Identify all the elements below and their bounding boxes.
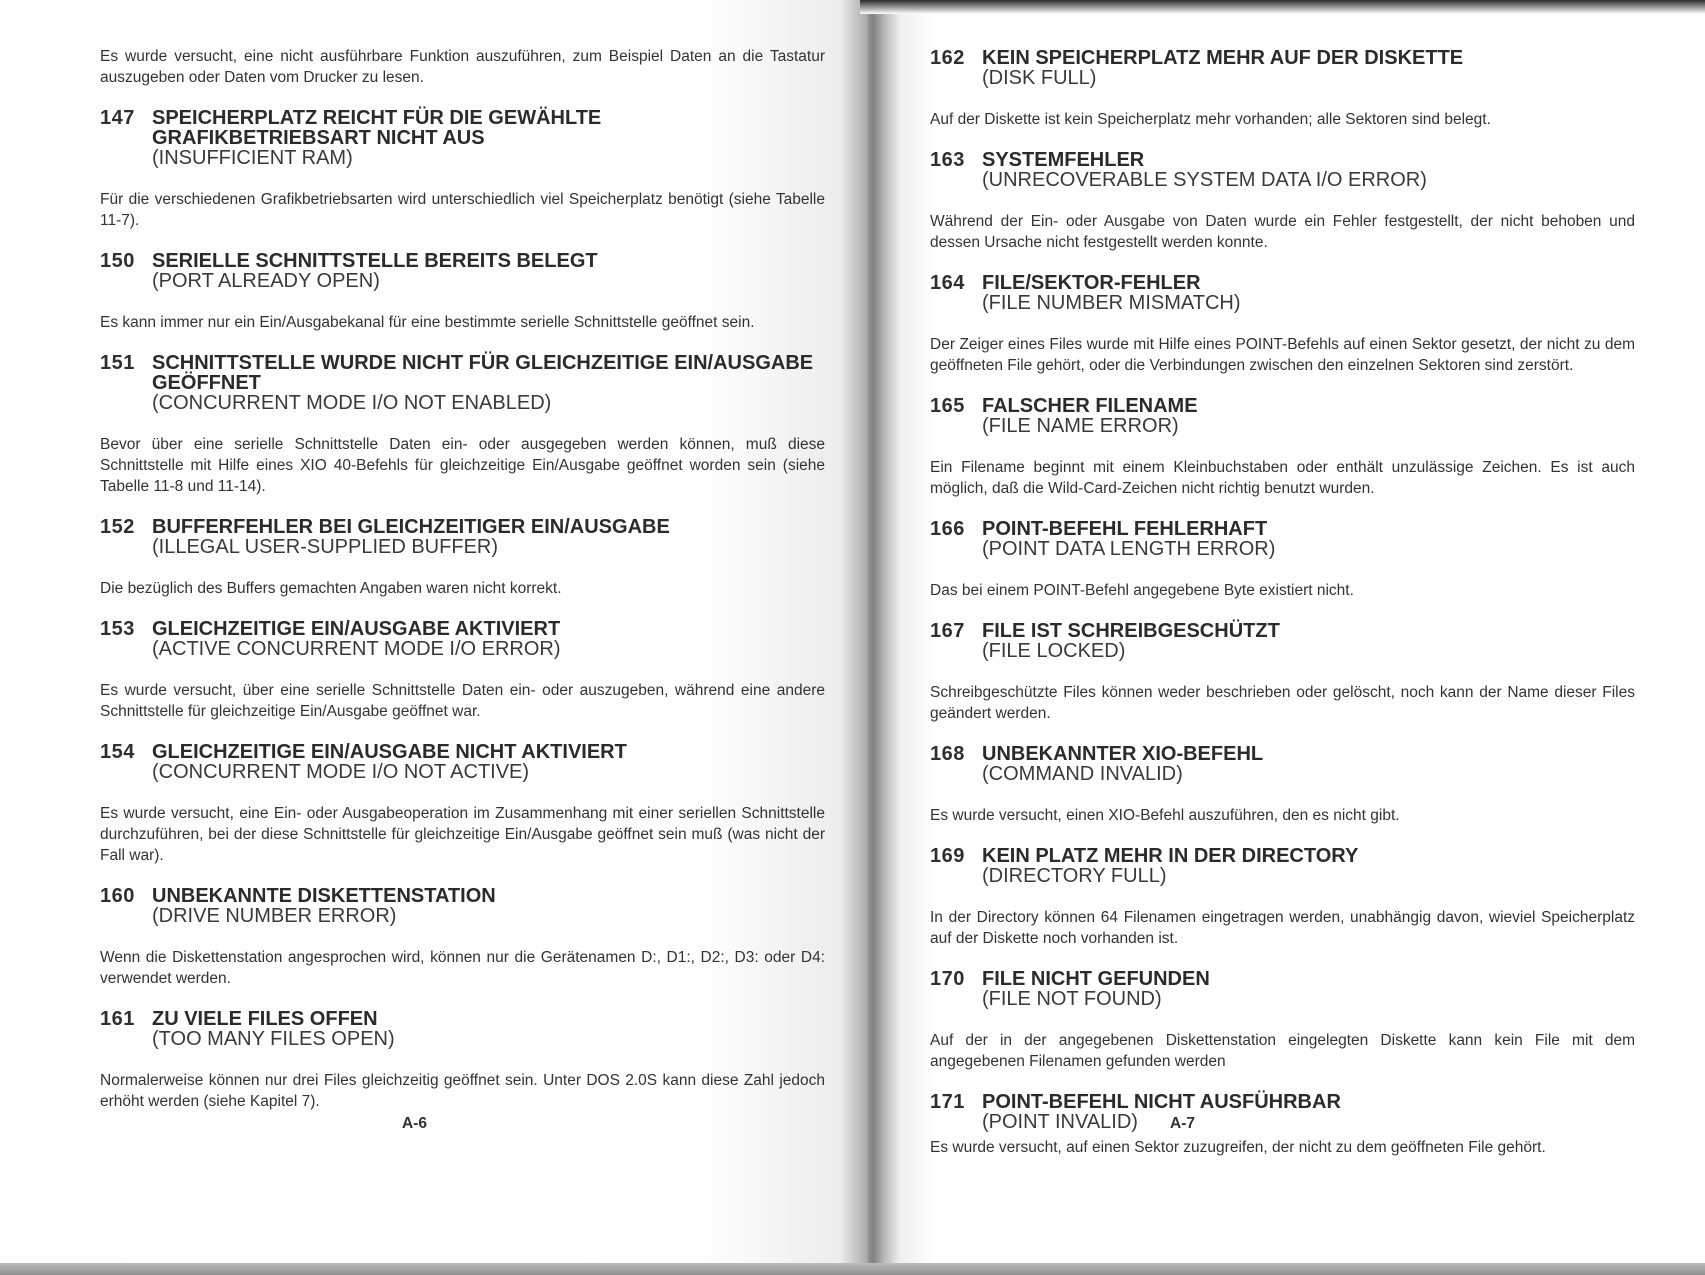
error-description: Ein Filename beginnt mit einem Kleinbuchstaben oder enthält unzulässige Zeichen. Es ist auch möglich, daß die Wild-Card-Zeichen nicht richtig benutzt wurden.: [930, 459, 1635, 497]
error-entry: [100, 251, 825, 333]
error-titles: [152, 353, 825, 414]
error-description: Es wurde versucht, eine Ein- oder Ausgabeoperation im Zusammenhang mit einer seriellen Schnittstelle durchzuführen, bei der diese Schnittstelle für gleichzeitige Ein/Ausgabe geöffnet sein muß (was nicht der Fall war).: [100, 805, 825, 864]
error-title-english: (DIRECTORY FULL): [982, 865, 1167, 887]
error-description: Das bei einem POINT-Befehl angegebene Byte existiert nicht.: [930, 582, 1354, 599]
error-heading: [100, 742, 825, 783]
error-code: 152: [100, 516, 135, 538]
error-description: Schreibgeschützte Files können weder beschrieben oder gelöscht, noch kann der Name dieser Files geändert werden.: [930, 684, 1635, 722]
error-entry: [930, 744, 1635, 826]
error-title-english: (DRIVE NUMBER ERROR): [152, 905, 397, 927]
error-title-german: SCHNITTSTELLE WURDE NICHT FÜR GLEICHZEITIGE EIN/AUSGABE GEÖFFNET: [152, 352, 814, 394]
error-entry: [930, 48, 1635, 130]
error-description: Auf der in der angegebenen Diskettenstation eingelegten Diskette kann kein File mit dem angegebenen Filenamen gefunden werden: [930, 1032, 1635, 1070]
error-title-german: FALSCHER FILENAME: [982, 395, 1198, 417]
error-entry: [100, 886, 825, 989]
page-bottom-edge: [0, 1263, 1705, 1275]
error-description: Bevor über eine serielle Schnittstelle Daten ein- oder ausgegeben werden können, muß diese Schnittstelle mit Hilfe eines XIO 40-Befehls für gleichzeitige Ein/Ausgabe geöffnet worden sein (siehe Tabelle 11-8 und 11-14).: [100, 436, 825, 495]
error-title-english: (PORT ALREADY OPEN): [152, 270, 380, 292]
error-description: Es wurde versucht, auf einen Sektor zuzugreifen, der nicht zu dem geöffneten File gehört.: [930, 1139, 1546, 1156]
left-page-content: [100, 46, 825, 1112]
error-code: 154: [100, 741, 135, 763]
error-code: 167: [930, 620, 965, 642]
error-title-english: (POINT INVALID): [982, 1111, 1138, 1133]
error-titles: [982, 846, 1635, 887]
error-title-german: FILE/SEKTOR-FEHLER: [982, 272, 1201, 294]
error-title-english: (TOO MANY FILES OPEN): [152, 1028, 395, 1050]
error-heading: [100, 353, 825, 414]
intro-paragraph: Es wurde versucht, eine nicht ausführbare Funktion auszuführen, zum Beispiel Daten an die Tastatur auszugeben oder Daten vom Drucker zu lesen.: [100, 48, 825, 86]
error-titles: [982, 48, 1635, 89]
error-titles: [982, 1092, 1635, 1133]
error-title-german: ZU VIELE FILES OFFEN: [152, 1008, 378, 1030]
error-titles: [152, 517, 825, 558]
error-heading: [100, 517, 825, 558]
error-code: 160: [100, 885, 135, 907]
error-heading: [930, 621, 1635, 662]
error-title-english: (CONCURRENT MODE I/O NOT ENABLED): [152, 392, 552, 414]
error-heading: [930, 396, 1635, 437]
error-titles: [152, 251, 825, 292]
book-gutter-shadow: [840, 0, 900, 1275]
error-code: 165: [930, 395, 965, 417]
error-title-english: (DISK FULL): [982, 67, 1097, 89]
error-entry: [100, 619, 825, 722]
error-title-german: FILE IST SCHREIBGESCHÜTZT: [982, 620, 1280, 642]
error-description: Es wurde versucht, einen XIO-Befehl auszuführen, den es nicht gibt.: [930, 807, 1400, 824]
error-title-english: (COMMAND INVALID): [982, 763, 1183, 785]
error-title-german: POINT-BEFEHL NICHT AUSFÜHRBAR: [982, 1091, 1341, 1113]
error-title-english: (FILE NUMBER MISMATCH): [982, 292, 1241, 314]
error-description: In der Directory können 64 Filenamen eingetragen werden, unabhängig davon, wieviel Speicherplatz auf der Diskette noch vorhanden ist.: [930, 909, 1635, 947]
left-entry-list: [100, 108, 825, 1112]
error-titles: [982, 969, 1635, 1010]
error-title-german: SERIELLE SCHNITTSTELLE BEREITS BELEGT: [152, 250, 598, 272]
error-heading: [100, 886, 825, 927]
error-heading: [100, 251, 825, 292]
error-entry: [100, 517, 825, 599]
error-titles: [152, 742, 825, 783]
error-heading: [930, 969, 1635, 1010]
error-title-english: (FILE LOCKED): [982, 640, 1126, 662]
error-description: Während der Ein- oder Ausgabe von Daten wurde ein Fehler festgestellt, der nicht behoben und dessen Ursache nicht festgestellt werden konnte.: [930, 213, 1635, 251]
error-titles: [152, 619, 825, 660]
error-titles: [982, 396, 1635, 437]
error-entry: [930, 396, 1635, 499]
error-title-english: (UNRECOVERABLE SYSTEM DATA I/O ERROR): [982, 169, 1427, 191]
error-entry: [930, 273, 1635, 376]
error-title-english: (POINT DATA LENGTH ERROR): [982, 538, 1276, 560]
error-title-german: GLEICHZEITIGE EIN/AUSGABE NICHT AKTIVIERT: [152, 741, 627, 763]
error-heading: [930, 519, 1635, 560]
error-entry: [100, 1009, 825, 1112]
error-code: 171: [930, 1091, 965, 1113]
error-code: 153: [100, 618, 135, 640]
error-titles: [982, 621, 1635, 662]
error-description: Normalerweise können nur drei Files gleichzeitig geöffnet sein. Unter DOS 2.0S kann diese Zahl jedoch erhöht werden (siehe Kapitel 7).: [100, 1072, 825, 1110]
error-description: Es kann immer nur ein Ein/Ausgabekanal für eine bestimmte serielle Schnittstelle geöffnet sein.: [100, 314, 755, 331]
error-heading: [930, 846, 1635, 887]
error-entry: [930, 621, 1635, 724]
error-title-german: UNBEKANNTE DISKETTENSTATION: [152, 885, 496, 907]
error-description: Es wurde versucht, über eine serielle Schnittstelle Daten ein- oder auszugeben, während eine andere Schnittstelle für gleichzeitige Ein/Ausgabe geöffnet war.: [100, 682, 825, 720]
error-code: 151: [100, 352, 135, 374]
error-entry: [930, 150, 1635, 253]
error-title-english: (CONCURRENT MODE I/O NOT ACTIVE): [152, 761, 530, 783]
error-title-german: POINT-BEFEHL FEHLERHAFT: [982, 518, 1268, 540]
error-title-english: (ILLEGAL USER-SUPPLIED BUFFER): [152, 536, 499, 558]
error-title-german: FILE NICHT GEFUNDEN: [982, 968, 1210, 990]
error-description: Auf der Diskette ist kein Speicherplatz mehr vorhanden; alle Sektoren sind belegt.: [930, 111, 1491, 128]
right-page-content: [930, 48, 1635, 1158]
error-entry: [930, 846, 1635, 949]
error-titles: [152, 1009, 825, 1050]
error-title-english: (ACTIVE CONCURRENT MODE I/O ERROR): [152, 638, 561, 660]
error-heading: [930, 150, 1635, 191]
page-number-right: A-7: [1170, 1115, 1195, 1132]
error-entry: [930, 1092, 1635, 1158]
error-heading: [930, 744, 1635, 785]
error-description: Der Zeiger eines Files wurde mit Hilfe eines POINT-Befehls auf einen Sektor gesetzt, der nicht zu dem geöffneten File gehört, oder die Verbindungen zwischen den einzelnen Sektoren sind zerstört.: [930, 336, 1635, 374]
error-entry: [100, 353, 825, 497]
right-page: [868, 0, 1705, 1265]
error-title-english: (INSUFFICIENT RAM): [152, 147, 353, 169]
error-title-german: GLEICHZEITIGE EIN/AUSGABE AKTIVIERT: [152, 618, 561, 640]
error-heading: [100, 619, 825, 660]
error-entry: [930, 519, 1635, 601]
error-titles: [982, 150, 1635, 191]
error-code: 161: [100, 1008, 135, 1030]
error-code: 166: [930, 518, 965, 540]
error-description: Wenn die Diskettenstation angesprochen wird, können nur die Gerätenamen D:, D1:, D2:, D3: oder D4: verwendet werden.: [100, 949, 825, 987]
error-title-german: UNBEKANNTER XIO-BEFEHL: [982, 743, 1264, 765]
error-entry: [100, 108, 825, 231]
page-top-edge: [860, 0, 1705, 14]
error-description: Für die verschiedenen Grafikbetriebsarten wird unterschiedlich viel Speicherplatz benötigt (siehe Tabelle 11-7).: [100, 191, 825, 229]
page-number-left: A-6: [402, 1115, 427, 1132]
error-code: 164: [930, 272, 965, 294]
error-heading: [100, 108, 825, 169]
error-titles: [982, 744, 1635, 785]
error-code: 163: [930, 149, 965, 171]
error-code: 168: [930, 743, 965, 765]
error-titles: [982, 519, 1635, 560]
error-heading: [930, 48, 1635, 89]
error-title-english: (FILE NAME ERROR): [982, 415, 1179, 437]
error-entry: [930, 969, 1635, 1072]
error-heading: [930, 273, 1635, 314]
error-description: Die bezüglich des Buffers gemachten Angaben waren nicht korrekt.: [100, 580, 562, 597]
error-heading: [100, 1009, 825, 1050]
right-entry-list: [930, 48, 1635, 1158]
error-title-german: KEIN SPEICHERPLATZ MEHR AUF DER DISKETTE: [982, 47, 1464, 69]
error-entry: [100, 742, 825, 866]
error-code: 169: [930, 845, 965, 867]
error-heading: [930, 1092, 1635, 1133]
error-code: 162: [930, 47, 965, 69]
error-title-english: (FILE NOT FOUND): [982, 988, 1162, 1010]
error-title-german: BUFFERFEHLER BEI GLEICHZEITIGER EIN/AUSGABE: [152, 516, 670, 538]
error-title-german: SYSTEMFEHLER: [982, 149, 1145, 171]
error-title-german: SPEICHERPLATZ REICHT FÜR DIE GEWÄHLTE GRAFIKBETRIEBSART NICHT AUS: [152, 107, 602, 149]
error-titles: [152, 886, 825, 927]
error-code: 147: [100, 107, 135, 129]
error-titles: [152, 108, 825, 169]
error-titles: [982, 273, 1635, 314]
error-title-german: KEIN PLATZ MEHR IN DER DIRECTORY: [982, 845, 1359, 867]
error-code: 150: [100, 250, 135, 272]
error-code: 170: [930, 968, 965, 990]
